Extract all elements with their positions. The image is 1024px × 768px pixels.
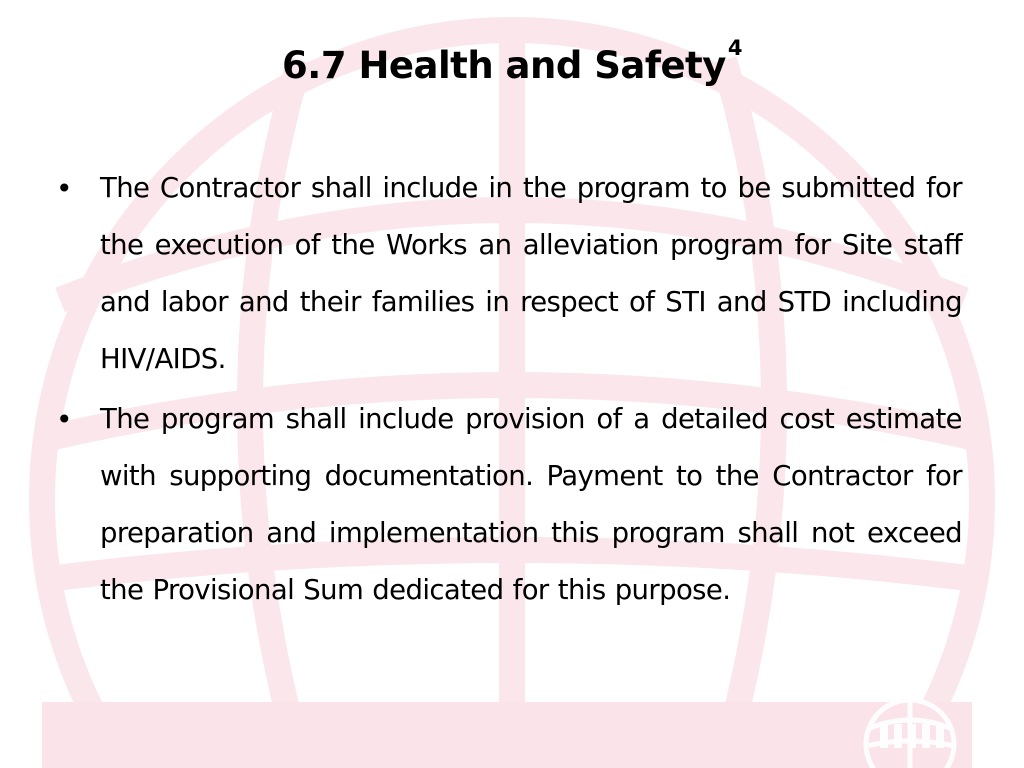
fidic-logo-icon (846, 694, 974, 768)
title-text: 6.7 Health and Safety (282, 44, 726, 87)
bullet-dot-icon: • (56, 403, 73, 436)
title-footnote: 4 (727, 36, 742, 60)
footer-band (42, 702, 972, 768)
bullet-dot-icon: • (56, 172, 73, 205)
bullet-item (56, 391, 962, 619)
bullet-text: The Contractor shall include in the program to be submitted for the execution of the Works an alleviation program for Site staff and labor and their families in respect of STI and STD including HIV/AIDS. (100, 172, 962, 375)
bullet-list (56, 160, 962, 622)
slide-title (0, 36, 1024, 87)
bullet-text: The program shall include provision of a detailed cost estimate with supporting documentation. Payment to the Contractor for preparation and implementation this program shall not exceed the Provisional Sum dedicated for this purpose. (100, 403, 962, 606)
bullet-item (56, 160, 962, 388)
